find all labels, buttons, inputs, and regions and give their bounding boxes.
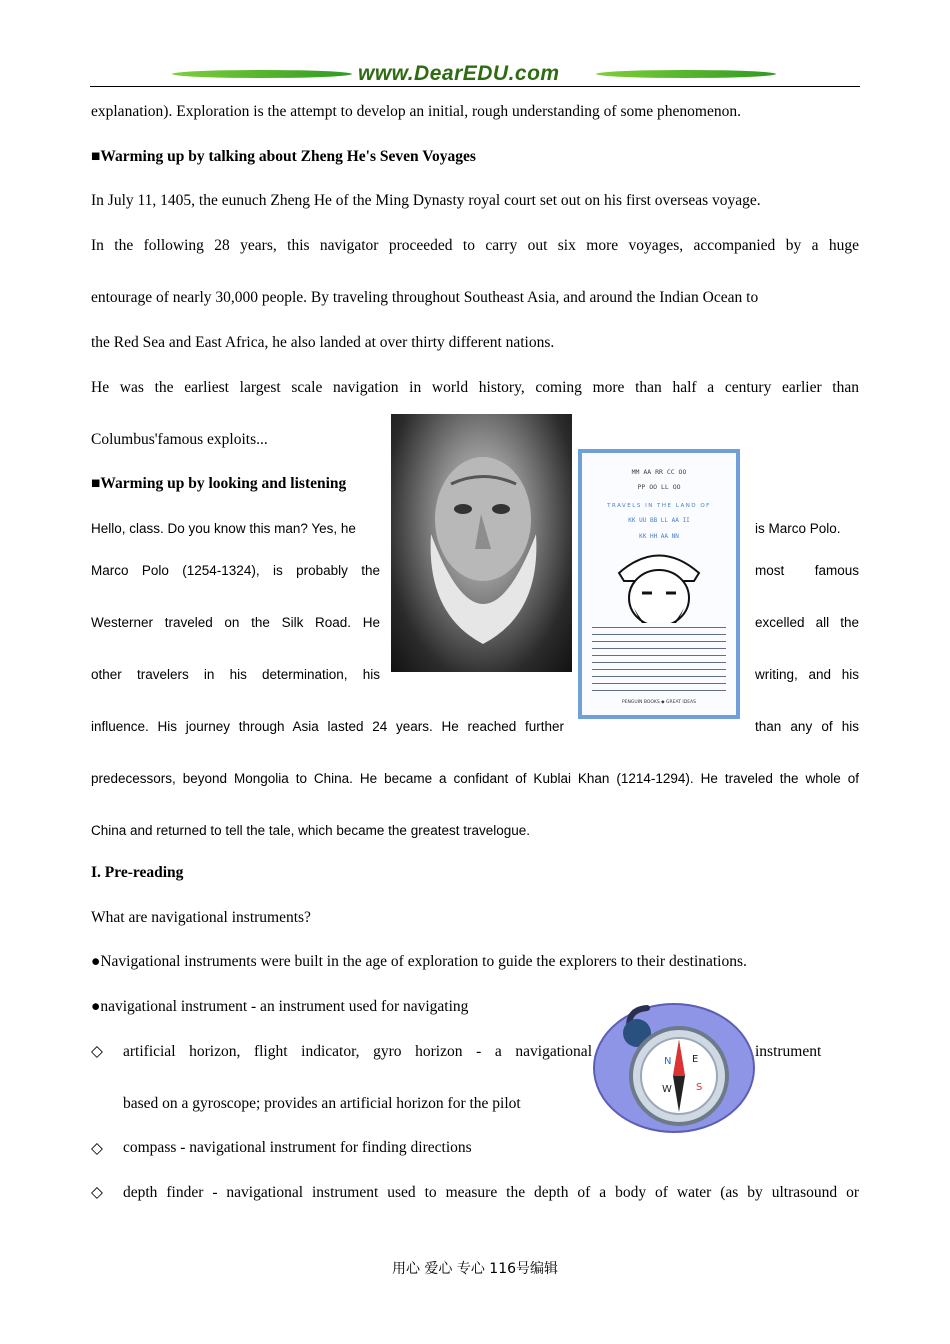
site-logo: www.DearEDU.com — [358, 62, 560, 85]
portrait-face-sketch — [391, 414, 572, 672]
paragraph-earliest-line2: Columbus'famous exploits... — [91, 431, 268, 448]
header-swoosh-left — [172, 70, 352, 78]
definition-artificial-horizon-line2: based on a gyroscope; provides an artificial horizon for the pilot — [123, 1095, 521, 1112]
compass-s-label: S — [696, 1082, 703, 1093]
compass-n-label: N — [664, 1056, 672, 1067]
definition-depth-finder: depth finder - navigational instrument used to measure the depth of a body of water (as by ultrasound or — [123, 1184, 859, 1201]
definition-artificial-horizon-instrument: instrument — [755, 1043, 822, 1060]
marco-line3-left: Westerner traveled on the Silk Road. He — [91, 615, 380, 630]
compass-image — [592, 1000, 756, 1134]
paragraph-voyages-line1: In the following 28 years, this navigator proceeded to carry out six more voyages, accompanied by a huge — [91, 237, 859, 254]
cover-subtitle: TRAVELS IN THE LAND OF — [607, 503, 711, 509]
cover-text-block — [592, 623, 726, 695]
definition-compass: compass - navigational instrument for finding directions — [123, 1139, 472, 1156]
question-navigational: What are navigational instruments? — [91, 909, 311, 926]
marco-line4-left: other travelers in his determination, his — [91, 667, 380, 682]
travels-book-cover — [578, 449, 740, 719]
heading-looking-listening: ■Warming up by looking and listening — [91, 475, 347, 492]
header-swoosh-right — [596, 70, 776, 78]
marco-line5-right: than any of his — [755, 719, 859, 734]
marco-line2-right: most famous — [755, 563, 859, 578]
cover-publisher: PENGUIN BOOKS ◆ GREAT IDEAS — [622, 700, 696, 705]
paragraph-earliest-line1: He was the earliest largest scale navigation in world history, coming more than half a century earlier than — [91, 379, 859, 396]
marco-polo-portrait — [391, 414, 572, 672]
paragraph-zheng-he-1405: In July 11, 1405, the eunuch Zheng He of the Ming Dynasty royal court set out on his first overseas voyage. — [91, 192, 761, 209]
paragraph-voyages-line2: entourage of nearly 30,000 people. By traveling throughout Southeast Asia, and around the Indian Ocean to — [91, 289, 759, 306]
diamond-bullet-2: ◇ — [91, 1140, 103, 1157]
heading-zheng-he: ■Warming up by talking about Zheng He's Seven Voyages — [91, 148, 476, 165]
marco-line1-right: is Marco Polo. — [755, 521, 841, 536]
cover-kk-line: KK UU BB LL AA II — [628, 517, 690, 524]
definition-artificial-horizon-line1: artificial horizon, flight indicator, gyro horizon - a navigational — [123, 1043, 592, 1060]
cover-title-2: PP OO LL OO — [637, 483, 681, 491]
bullet-instruments-built: ●Navigational instruments were built in the age of exploration to guide the explorers to their destinations. — [91, 953, 747, 970]
marco-line4-right: writing, and his — [755, 667, 859, 682]
header-rule — [90, 86, 860, 87]
compass-w-label: W — [662, 1084, 672, 1095]
marco-line1-left: Hello, class. Do you know this man? Yes, he — [91, 521, 356, 536]
paragraph-exploration: explanation). Exploration is the attempt to develop an initial, rough understanding of some phenomenon. — [91, 103, 741, 120]
page-footer: 用心 爱心 专心 116号编辑 — [391, 1261, 559, 1277]
diamond-bullet-1: ◇ — [91, 1043, 103, 1060]
bullet-instrument-definition: ●navigational instrument - an instrument used for navigating — [91, 998, 469, 1015]
paragraph-voyages-line3: the Red Sea and East Africa, he also landed at over thirty different nations. — [91, 334, 555, 351]
marco-line2-left: Marco Polo (1254-1324), is probably the — [91, 563, 380, 578]
heading-pre-reading: I. Pre-reading — [91, 864, 184, 881]
cover-title-1: MM AA RR CC OO — [631, 468, 687, 476]
marco-line5-left: influence. His journey through Asia lasted 24 years. He reached further — [91, 719, 564, 734]
marco-line7: China and returned to tell the tale, which became the greatest travelogue. — [91, 823, 531, 838]
marco-line6: predecessors, beyond Mongolia to China. He became a confidant of Kublai Khan (1214-1294). He traveled the whole of — [91, 771, 859, 786]
diamond-bullet-3: ◇ — [91, 1184, 103, 1201]
compass-e-label: E — [692, 1054, 699, 1065]
marco-line3-right: excelled all the — [755, 615, 859, 630]
cover-khan-line: KK HH AA NN — [639, 533, 679, 540]
